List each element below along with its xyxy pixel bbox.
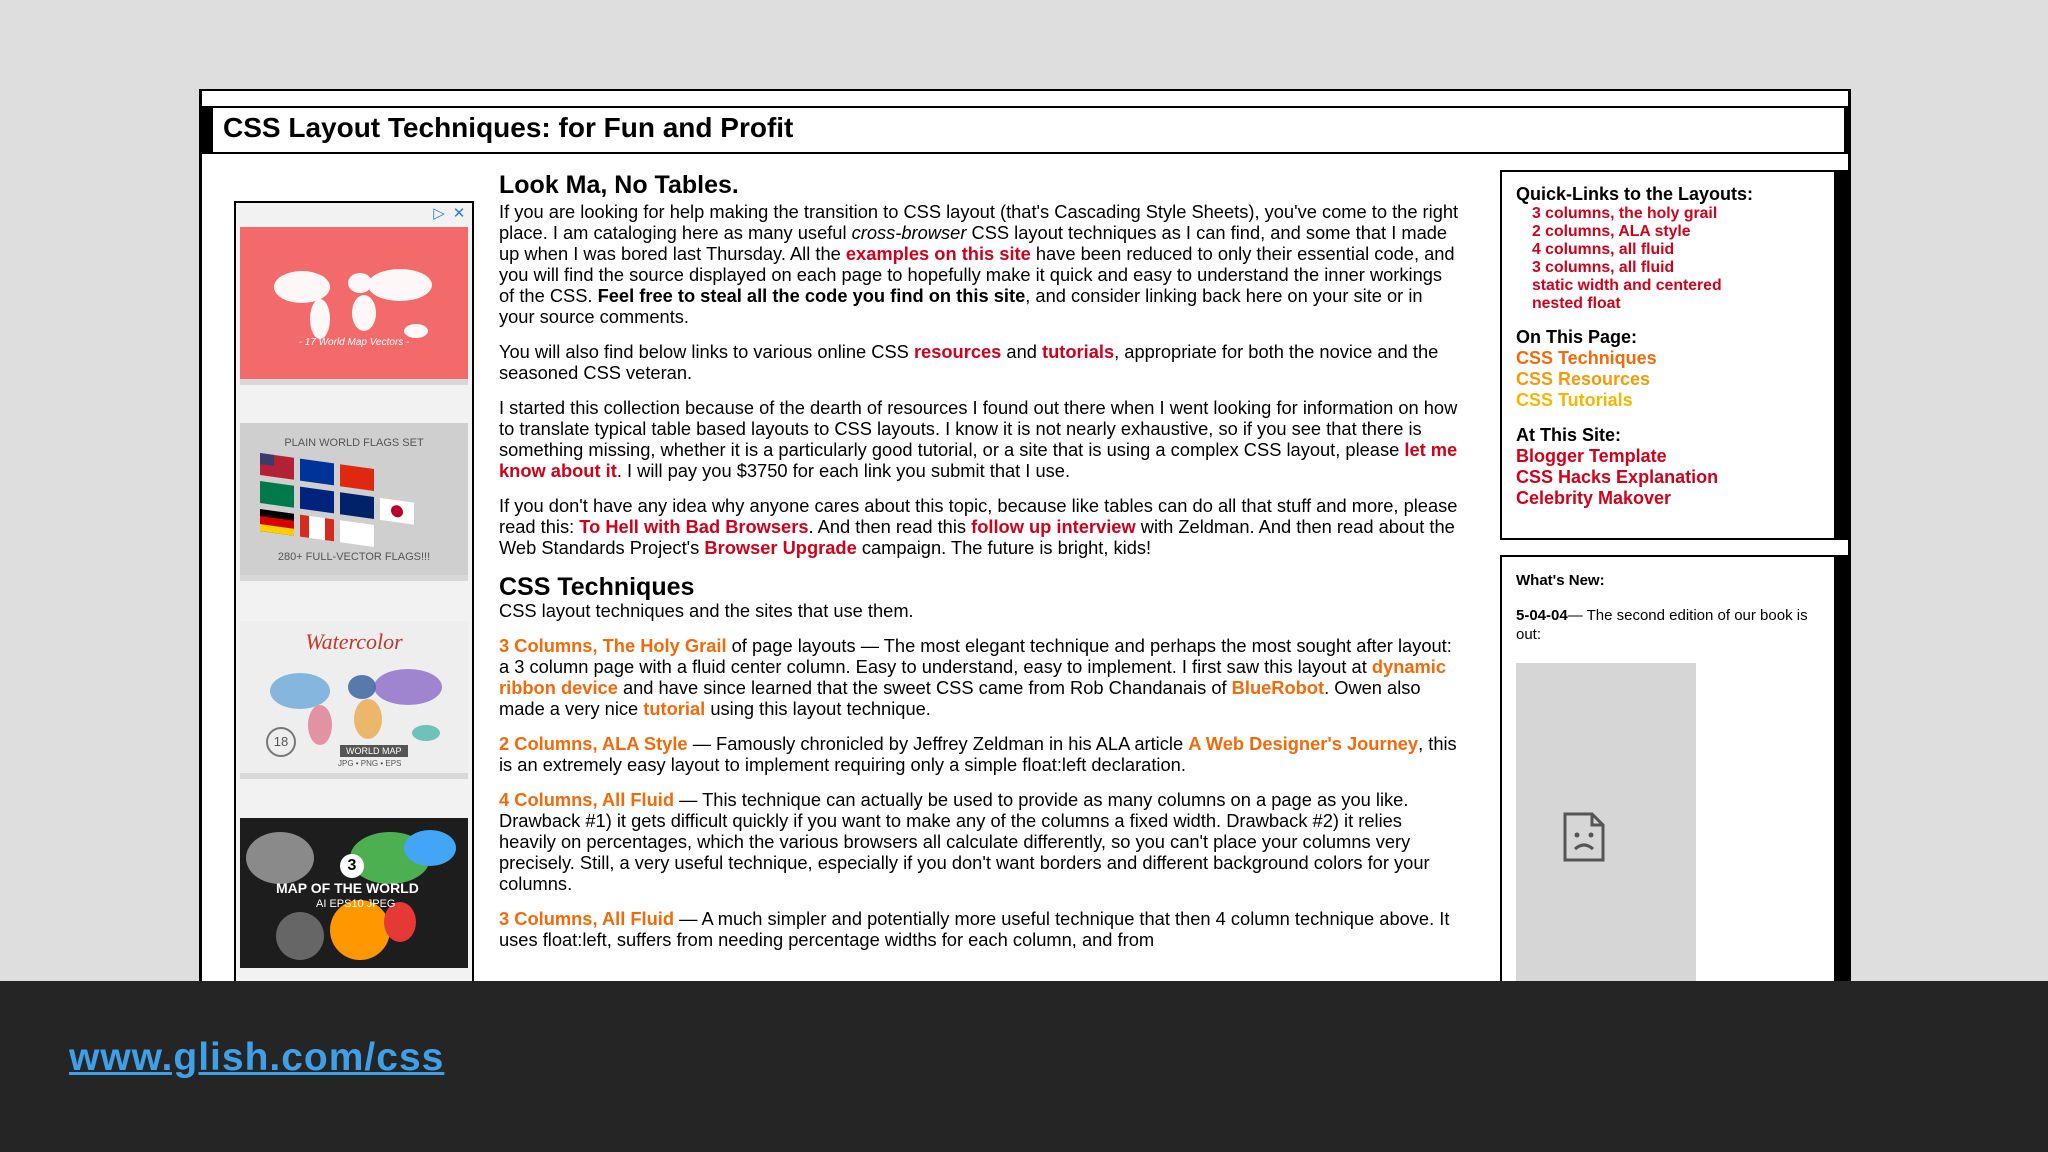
- link-celebrity-makover[interactable]: Celebrity Makover: [1516, 488, 1672, 508]
- link-blogger-template[interactable]: Blogger Template: [1516, 446, 1667, 466]
- quick-links-box: [1500, 170, 1848, 540]
- quick-link-4-columns[interactable]: 4 columns, all fluid: [1532, 241, 1675, 258]
- header-left-bar: [199, 108, 213, 152]
- text-run: . And then read this: [808, 516, 972, 537]
- ad-tile-map-of-world[interactable]: [240, 818, 468, 968]
- inline-link[interactable]: resources: [913, 341, 1002, 362]
- ad-tile2-caption-top: PLAIN WORLD FLAGS SET: [284, 437, 424, 449]
- text-run: using this layout technique.: [705, 698, 931, 719]
- text-run: and have since learned that the sweet CSS came from Rob Chandanais of: [617, 677, 1232, 698]
- text-run: — A much simpler and potentially more useful technique that then 4 column technique above. It uses float:left, suffers from needing percentage widths for each column, and from: [499, 908, 1450, 950]
- techniques-heading: CSS Techniques: [499, 573, 695, 601]
- ad-tile-watercolor[interactable]: [240, 621, 468, 779]
- text-run: You will also find below links to various online CSS: [499, 341, 914, 362]
- quick-links-heading: Quick-Links to the Layouts:: [1516, 184, 1754, 204]
- inline-link[interactable]: BlueRobot: [1231, 677, 1325, 698]
- technique-holy-grail: [499, 635, 1459, 719]
- text-run: CSS layout techniques as I can find, and some that I made up when I was bored last Thursday. All the: [499, 222, 1448, 264]
- technique-ala-style: [499, 733, 1459, 775]
- whats-new-box: [1500, 555, 1848, 982]
- text-run: — Famously chronicled by Jeffrey Zeldman in his ALA article: [687, 733, 1189, 754]
- whats-new-entry: [1516, 606, 1820, 644]
- ad-tile1-caption: - 17 World Map Vectors -: [298, 337, 410, 348]
- ad-tile3-caption: Watercolor: [305, 629, 403, 654]
- text-run: Feel free to steal all the code you find on this site: [597, 285, 1026, 306]
- intro-paragraph-4: [499, 495, 1459, 558]
- ad-tile3-badge: 18: [266, 727, 296, 757]
- ad-tile-world-map[interactable]: [240, 227, 468, 385]
- header-right-bar: [1844, 108, 1851, 152]
- ad-tile3-formats: JPG • PNG • EPS: [338, 759, 402, 768]
- text-run: campaign. The future is bright, kids!: [856, 537, 1152, 558]
- whats-new-date: 5-04-04: [1516, 607, 1568, 624]
- inline-link[interactable]: let me know about it: [499, 439, 1458, 481]
- inline-link[interactable]: A Web Designer's Journey: [1188, 733, 1419, 754]
- ad-tile4-sub: AI EPS10 JPEG: [316, 898, 396, 910]
- site-url-link[interactable]: www.glish.com/css: [69, 1036, 445, 1079]
- inline-link[interactable]: follow up interview: [971, 516, 1136, 537]
- text-run: If you are looking for help making the transition to CSS layout (that's Cascading Style Sheets), you've come to the right place. I am cataloging here as many useful: [499, 201, 1459, 243]
- intro-heading: Look Ma, No Tables.: [499, 171, 739, 199]
- quick-link-nested-float[interactable]: nested float: [1532, 295, 1621, 312]
- broken-image[interactable]: [1516, 663, 1696, 982]
- quick-link-ala-style[interactable]: 2 columns, ALA style: [1532, 223, 1691, 240]
- inline-link[interactable]: 3 Columns, The Holy Grail: [499, 635, 727, 656]
- link-css-tutorials[interactable]: CSS Tutorials: [1516, 390, 1633, 410]
- intro-paragraph-2: [499, 341, 1459, 383]
- quick-link-3-columns[interactable]: 3 columns, all fluid: [1532, 259, 1675, 276]
- whats-new-text: — The second edition of our book is out:: [1516, 607, 1808, 643]
- text-run: , this is an extremely easy layout to implement requiring only a simple float:left declaration.: [499, 733, 1457, 775]
- techniques-subtitle: CSS layout techniques and the sites that use them.: [499, 600, 914, 621]
- ad-close-icon[interactable]: ✕: [452, 205, 466, 222]
- inline-link[interactable]: 3 Columns, All Fluid: [499, 908, 675, 929]
- technique-3-columns-fluid: [499, 908, 1459, 950]
- ad-tile-flags[interactable]: [240, 423, 468, 581]
- slide-footer: [0, 981, 2048, 1152]
- ad-tile4-caption: MAP OF THE WORLD: [276, 880, 419, 896]
- link-css-resources[interactable]: CSS Resources: [1516, 369, 1651, 389]
- text-run: have been reduced to only their essential code, and you will find the source displayed on each page to hopefully make it quick and easy to understand the inner workings of the CSS.: [499, 243, 1455, 306]
- quick-link-static-centered[interactable]: static width and centered: [1532, 277, 1722, 294]
- text-run: , appropriate for both the novice and the seasoned CSS veteran.: [499, 341, 1439, 383]
- main-content: [499, 171, 1459, 964]
- ad-tile2-caption-bottom: 280+ FULL-VECTOR FLAGS!!!: [277, 551, 431, 563]
- world-map-icon: [240, 227, 468, 379]
- text-run: . Owen also made a very nice: [499, 677, 1421, 719]
- whats-new-heading: What's New:: [1516, 572, 1605, 589]
- ad-choices-icon[interactable]: ▷: [433, 205, 445, 222]
- link-css-hacks[interactable]: CSS Hacks Explanation: [1516, 467, 1719, 487]
- technique-4-columns: [499, 789, 1459, 894]
- intro-paragraph-3: [499, 397, 1459, 481]
- quick-link-holy-grail[interactable]: 3 columns, the holy grail: [1532, 205, 1718, 222]
- ad-banner[interactable]: [234, 201, 474, 982]
- ad-choices[interactable]: [430, 205, 468, 223]
- site-header: [199, 106, 1851, 154]
- inline-link[interactable]: tutorials: [1042, 341, 1115, 362]
- inline-link[interactable]: examples on this site: [845, 243, 1031, 264]
- text-run: with Zeldman. And then read about the Web Standards Project's: [499, 516, 1455, 558]
- text-run: and: [1001, 341, 1043, 362]
- ad-tile4-badge: 3: [340, 854, 364, 878]
- site-title: CSS Layout Techniques: for Fun and Profit: [223, 112, 794, 143]
- text-run: , and consider linking back here on your site or in your source comments.: [499, 285, 1423, 327]
- ad-tile3-sub: WORLD MAP: [340, 745, 408, 757]
- inline-link[interactable]: To Hell with Bad Browsers: [579, 516, 809, 537]
- intro-paragraph-1: [499, 201, 1459, 327]
- inline-link[interactable]: tutorial: [643, 698, 706, 719]
- text-run: — This technique can actually be used to provide as many columns on a page as you like. Drawback #1) it gets difficult quickly if you want to make any of the columns a fixed width. Drawback #2) it relies heavily on percentages, which the various browsers all calculate differently, so you can't place your columns very precisely. Still, a very useful technique, especially if you don't want borders and different background colors for your columns.: [499, 789, 1430, 894]
- browser-page: [199, 89, 1851, 982]
- inline-link[interactable]: 2 Columns, ALA Style: [499, 733, 688, 754]
- text-run: I started this collection because of the dearth of resources I found out there when I went looking for information on how to translate typical table based layouts to CSS layouts. I know it is not nearly exhaustive, so if you see that there is something missing, whether it is a particularly good tutorial, or a site that is using a complex CSS layout, please: [499, 397, 1458, 460]
- on-this-page-heading: On This Page:: [1516, 327, 1638, 347]
- text-run: of page layouts — The most elegant technique and perhaps the most sought after layout: a 3 column page with a fluid center column. Easy to understand, easy to implement. I first saw this layout at: [499, 635, 1452, 677]
- inline-link[interactable]: dynamic ribbon device: [499, 656, 1447, 698]
- inline-link[interactable]: Browser Upgrade: [704, 537, 857, 558]
- link-css-techniques[interactable]: CSS Techniques: [1516, 348, 1657, 368]
- broken-image-icon: [1562, 811, 1606, 863]
- inline-link[interactable]: 4 Columns, All Fluid: [499, 789, 675, 810]
- at-this-site-heading: At This Site:: [1516, 425, 1622, 445]
- text-run: . I will pay you $3750 for each link you submit that I use.: [616, 460, 1071, 481]
- text-run: cross-browser: [851, 222, 967, 243]
- text-run: If you don't have any idea why anyone cares about this topic, because like tables can do all that stuff and more, please read this:: [499, 495, 1458, 537]
